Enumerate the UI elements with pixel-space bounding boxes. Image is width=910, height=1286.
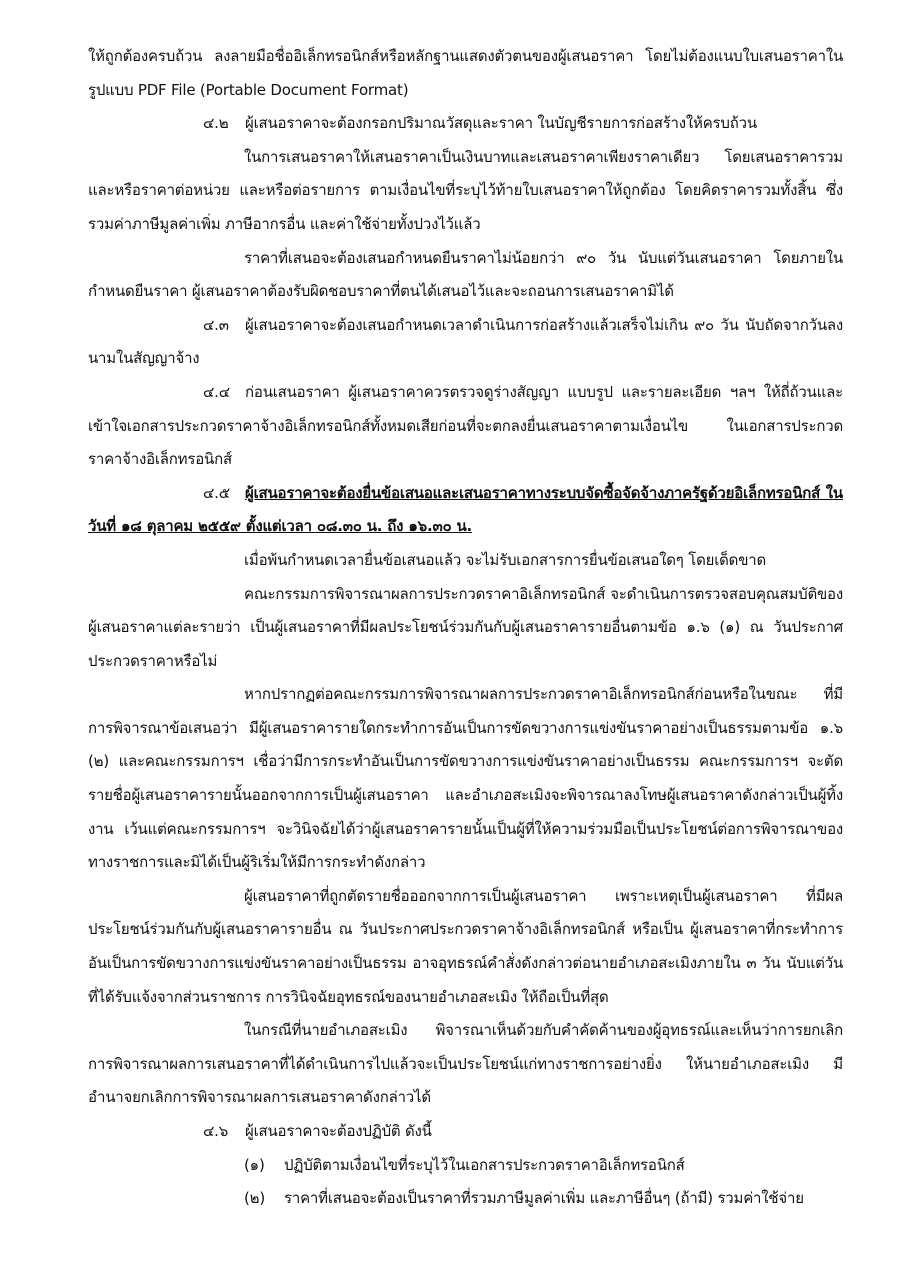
clause-text-emphasis: ผู้เสนอราคาจะต้องยื่นข้อเสนอและเสนอราคาทางระบบจัดซื้อจัดจ้างภาครัฐด้วยอิเล็กทรอนิกส์ ในวันที่ ๑๘ ตุลาคม ๒๕๕๙ ตั้งแต่เวลา ๐๘.๓๐ น. ถึง ๑๖.๓๐ น. bbox=[88, 483, 843, 536]
clause-4-6 bbox=[88, 1115, 843, 1149]
sub-item-2 bbox=[88, 1182, 843, 1216]
clause-number: ๔.๒ bbox=[203, 114, 229, 133]
clause-4-4 bbox=[88, 376, 843, 477]
clause-number: ๔.๖ bbox=[203, 1122, 229, 1140]
clause-number: ๔.๓ bbox=[203, 315, 229, 334]
paragraph-deadline: เมื่อพ้นกำหนดเวลายื่นข้อเสนอแล้ว จะไม่รับเอกสารการยื่นข้อเสนอใดๆ โดยเด็ดขาด bbox=[244, 550, 767, 569]
clause-number: ๔.๕ bbox=[203, 483, 230, 502]
document-page bbox=[88, 40, 843, 1216]
clause-text: ผู้เสนอราคาจะต้องปฏิบัติ ดังนี้ bbox=[245, 1122, 432, 1140]
paragraph-price-in-baht: ในการเสนอราคาให้เสนอราคาเป็นเงินบาทและเสนอราคาเพียงราคาเดียว โดยเสนอราคารวม และหรือราคาต่อหน่วย และหรือต่อรายการ ตามเงื่อนไขที่ระบุไว้ท้ายใบเสนอราคาให้ถูกต้อง โดยคิดราคารวมทั้งสิ้น ซึ่งรวมค่าภาษีมูลค่าเพิ่ม ภาษีอากรอื่น และค่าใช้จ่ายทั้งปวงไว้แล้ว bbox=[88, 147, 843, 233]
sub-item-text: ราคาที่เสนอจะต้องเป็นราคาที่รวมภาษีมูลค่าเพิ่ม และภาษีอื่นๆ (ถ้ามี) รวมค่าใช้จ่าย bbox=[284, 1189, 804, 1208]
paragraph-committee-check: คณะกรรมการพิจารณาผลการประกวดราคาอิเล็กทรอนิกส์ จะดำเนินการตรวจสอบคุณสมบัติของผู้เสนอราคาแต่ละรายว่า เป็นผู้เสนอราคาที่มีผลประโยชน์ร่วมกันกับผู้เสนอราคารายอื่นตามข้อ ๑.๖ (๑) ณ วันประกาศประกวดราคาหรือไม่ bbox=[88, 584, 843, 670]
sub-item-text: ปฏิบัติตามเงื่อนไขที่ระบุไว้ในเอกสารประกวดราคาอิเล็กทรอนิกส์ bbox=[284, 1155, 685, 1174]
clause-4-5 bbox=[88, 477, 843, 544]
paragraph-cancellation: ในกรณีที่นายอำเภอสะเมิง พิจารณาเห็นด้วยกับคำคัดค้านของผู้อุทธรณ์และเห็นว่าการยกเลิกการพิจารณาผลการเสนอราคาที่ได้ดำเนินการไปแล้วจะเป็นประโยชน์แก่ทางราชการอย่างยิ่ง ให้นายอำเภอสะเมิง มีอำนาจยกเลิกการพิจารณาผลการเสนอราคาดังกล่าวได้ bbox=[88, 1021, 843, 1107]
paragraph-price-validity: ราคาที่เสนอจะต้องเสนอกำหนดยืนราคาไม่น้อยกว่า ๙๐ วัน นับแต่วันเสนอราคา โดยภายในกำหนดยืนราคา ผู้เสนอราคาต้องรับผิดชอบราคาที่ตนได้เสนอไว้และจะถอนการเสนอราคามิได้ bbox=[88, 248, 843, 301]
clause-number: ๔.๔ bbox=[203, 382, 230, 401]
clause-4-2 bbox=[88, 107, 843, 141]
sub-item-1 bbox=[88, 1149, 843, 1183]
sub-item-number: (๑) bbox=[244, 1155, 265, 1174]
clause-text: ผู้เสนอราคาจะต้องกรอกปริมาณวัสดุและราคา ในบัญชีรายการก่อสร้างให้ครบถ้วน bbox=[245, 114, 757, 133]
paragraph-collusion: หากปรากฏต่อคณะกรรมการพิจารณาผลการประกวดราคาอิเล็กทรอนิกส์ก่อนหรือในขณะ ที่มีการพิจารณาข้อเสนอว่า มีผู้เสนอราคารายใดกระทำการอันเป็นการขัดขวางการแข่งขันราคาอย่างเป็นธรรมตามข้อ ๑.๖ (๒) และคณะกรรมการฯ เชื่อว่ามีการกระทำอันเป็นการขัดขวางการแข่งขันราคาอย่างเป็นธรรม คณะกรรมการฯ จะตัดรายชื่อผู้เสนอราคารายนั้นออกจากการเป็นผู้เสนอราคา และอำเภอสะเมิงจะพิจารณาลงโทษผู้เสนอราคาดังกล่าวเป็นผู้ทิ้งงาน เว้นแต่คณะกรรมการฯ จะวินิจฉัยได้ว่าผู้เสนอราคารายนั้นเป็นผู้ที่ให้ความร่วมมือเป็นประโยชน์ต่อการพิจารณาของทางราชการและมิได้เป็นผู้ริเริ่มให้มีการกระทำดังกล่าว bbox=[88, 685, 843, 872]
sub-item-number: (๒) bbox=[244, 1189, 265, 1208]
clause-text: ผู้เสนอราคาจะต้องเสนอกำหนดเวลาดำเนินการก่อสร้างแล้วเสร็จไม่เกิน ๙๐ วัน นับถัดจากวันลงนามในสัญญาจ้าง bbox=[88, 315, 843, 368]
clause-text: ก่อนเสนอราคา ผู้เสนอราคาควรตรวจดูร่างสัญญา แบบรูป และรายละเอียด ฯลฯ ให้ถี่ถ้วนและเข้าใจเอกสารประกวดราคาจ้างอิเล็กทรอนิกส์ทั้งหมดเสียก่อนที่จะตกลงยื่นเสนอราคาตามเงื่อนไข ในเอกสารประกวดราคาจ้างอิเล็กทรอนิกส์ bbox=[88, 382, 843, 469]
clause-4-3 bbox=[88, 309, 843, 376]
paragraph-submission-format: ให้ถูกต้องครบถ้วน ลงลายมือชื่ออิเล็กทรอนิกส์หรือหลักฐานแสดงตัวตนของผู้เสนอราคา โดยไม่ต้องแนบใบเสนอราคาในรูปแบบ PDF File (Portable Document Format) bbox=[88, 47, 843, 99]
paragraph-appeal: ผู้เสนอราคาที่ถูกตัดรายชื่อออกจากการเป็นผู้เสนอราคา เพราะเหตุเป็นผู้เสนอราคา ที่มีผลประโยชน์ร่วมกันกับผู้เสนอราคารายอื่น ณ วันประกาศประกวดราคาจ้างอิเล็กทรอนิกส์ หรือเป็น ผู้เสนอราคาที่กระทำการอันเป็นการขัดขวางการแข่งขันราคาอย่างเป็นธรรม อาจอุทธรณ์คำสั่งดังกล่าวต่อนายอำเภอสะเมิงภายใน ๓ วัน นับแต่วันที่ได้รับแจ้งจากส่วนราชการ การวินิจฉัยอุทธรณ์ของนายอำเภอสะเมิง ให้ถือเป็นที่สุด bbox=[88, 886, 843, 1006]
